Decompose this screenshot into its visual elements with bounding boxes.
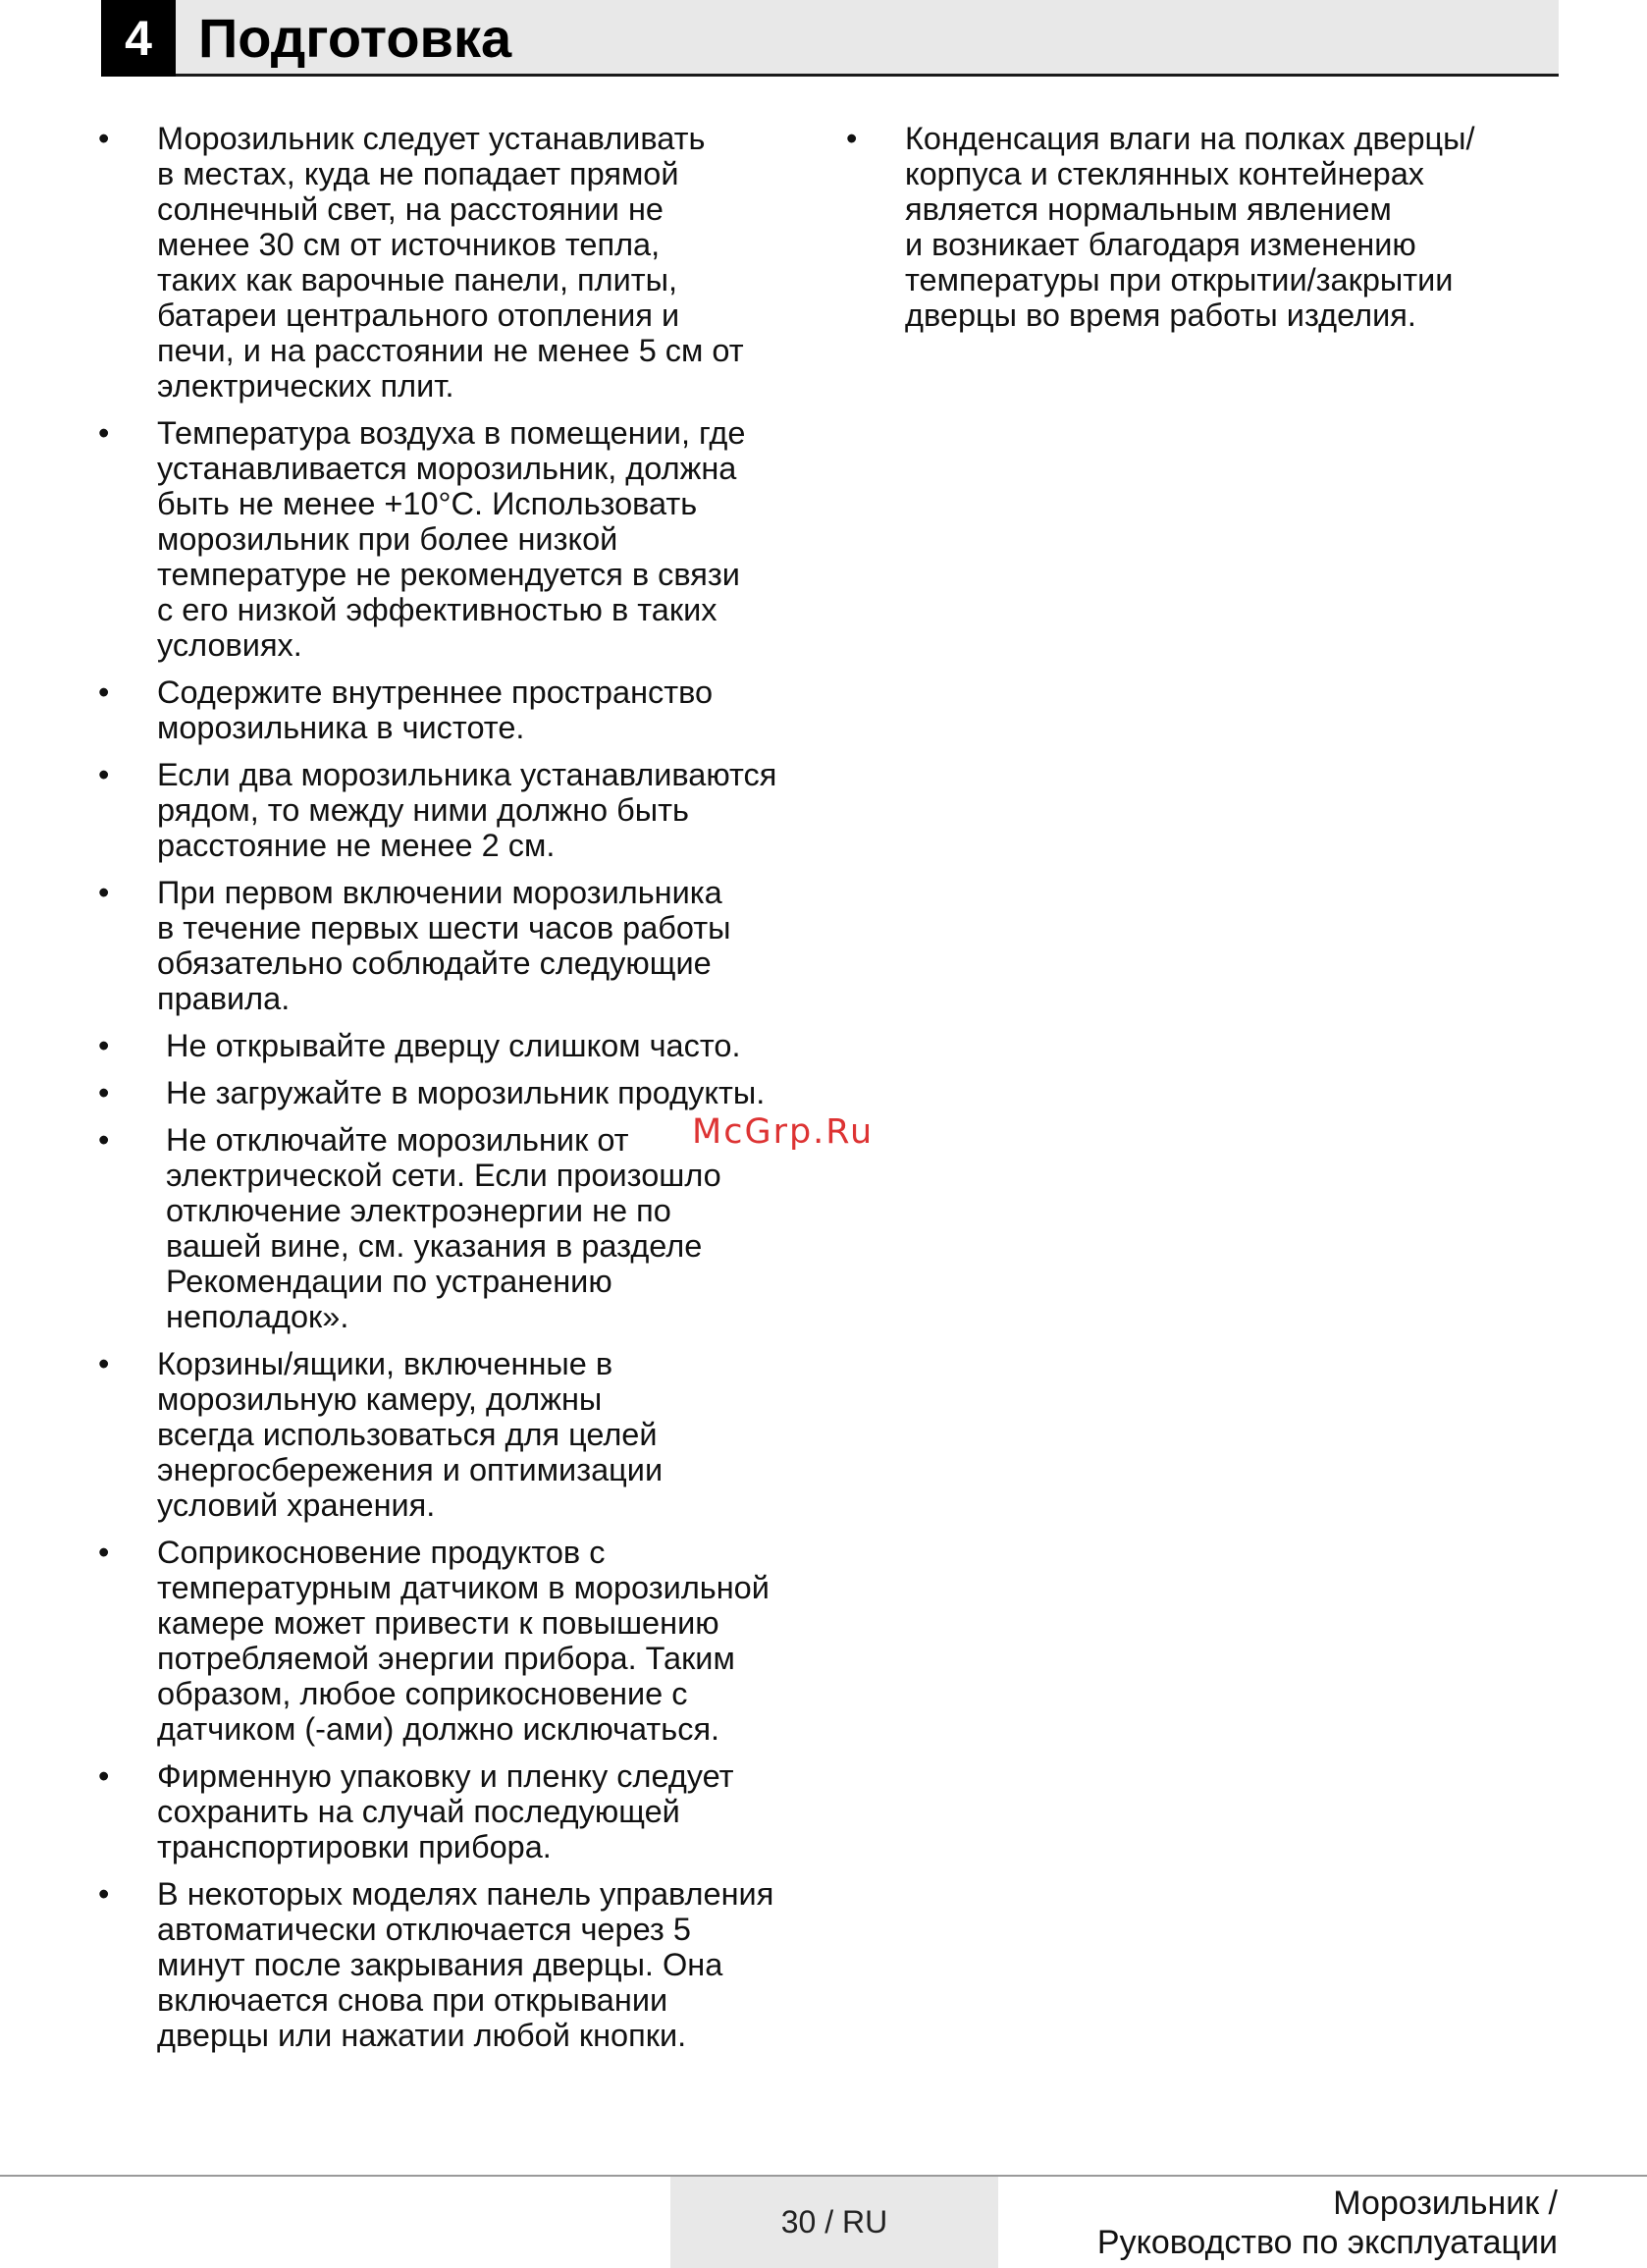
list-item-text: В некоторых моделях панель управления автоматически отключается через 5 минут после закрывания дверцы. Она включается снова при открывании дверцы или нажатии любой кнопки.: [157, 1876, 774, 2053]
chapter-header: [101, 0, 1559, 77]
list-item: [98, 415, 824, 663]
list-item: [98, 121, 824, 404]
footer-title-line: Морозильник /: [1333, 2185, 1558, 2222]
list-item: [98, 675, 824, 745]
bullet: •: [98, 121, 110, 156]
watermark: McGrp.Ru: [692, 1112, 875, 1152]
list-item: [98, 1028, 824, 1063]
list-item-text: Не отключайте морозильник от электрической сети. Если произошло отключение электроэнергии не по вашей вине, см. указания в разделе Рекомендации по устранению неполадок».: [166, 1122, 721, 1334]
list-item: [98, 757, 824, 863]
list-item-text: Не загружайте в морозильник продукты.: [166, 1075, 766, 1110]
bullet: •: [98, 1876, 110, 1912]
chapter-title: Подготовка: [198, 7, 512, 69]
list-item-text: Корзины/ящики, включенные в морозильную камеру, должны всегда использоваться для целей энергосбережения и оптимизации условий хранения.: [157, 1346, 664, 1523]
bullet: •: [98, 1346, 110, 1381]
left-column: [98, 121, 824, 2065]
bullet: •: [98, 1122, 110, 1158]
bullet: •: [98, 415, 110, 451]
bullet: •: [98, 1758, 110, 1794]
list-item-text: Соприкосновение продуктов с температурным датчиком в морозильной камере может привести к повышению потребляемой энергии прибора. Таким образом, любое соприкосновение с датчиком (-ами) должно исключаться.: [157, 1535, 770, 1747]
footer-title-line: Руководство по эксплуатации: [1096, 2224, 1558, 2261]
list-item-text: Морозильник следует устанавливать в местах, куда не попадает прямой солнечный свет, на расстоянии не менее 30 см от источников тепла, таких как варочные панели, плиты, батареи центрального отопления и печи, и на расстоянии не менее 5 см от электрических плит.: [157, 121, 744, 404]
list-item-text: Конденсация влаги на полках дверцы/ корпуса и стеклянных контейнерах является нормальным явлением и возникает благодаря изменению температуры при открытии/закрытии дверцы во время работы изделия.: [905, 121, 1475, 333]
bullet: •: [98, 675, 110, 710]
bullet: •: [98, 1075, 110, 1110]
bullet: •: [98, 1535, 110, 1570]
list-item: [846, 121, 1572, 333]
list-item: [98, 1075, 824, 1110]
list-item-text: Содержите внутреннее пространство морозильника в чистоте.: [157, 675, 714, 745]
list-item: [98, 1122, 824, 1334]
list-item-text: Температура воздуха в помещении, где устанавливается морозильник, должна быть не менее +10°С. Использовать морозильник при более низкой температуре не рекомендуется в связи с его низкой эффективностью в таких условиях.: [157, 415, 746, 663]
page-number: 30 / RU: [670, 2177, 998, 2268]
bullet: •: [98, 1028, 110, 1063]
chapter-number: 4: [101, 0, 176, 77]
list-item-text: При первом включении морозильника в течение первых шести часов работы обязательно соблюдайте следующие правила.: [157, 875, 731, 1016]
list-item: [98, 1758, 824, 1864]
list-item: [98, 875, 824, 1016]
bullet: •: [98, 757, 110, 792]
list-item: [98, 1346, 824, 1523]
footer-title: [1097, 2184, 1558, 2262]
list-item: [98, 1876, 824, 2053]
list-item: [98, 1535, 824, 1747]
right-column: [846, 121, 1572, 345]
list-item-text: Фирменную упаковку и пленку следует сохранить на случай последующей транспортировки прибора.: [157, 1758, 734, 1864]
list-item-text: Если два морозильника устанавливаются рядом, то между ними должно быть расстояние не менее 2 см.: [157, 757, 777, 863]
list-item-text: Не открывайте дверцу слишком часто.: [166, 1028, 741, 1063]
bullet: •: [846, 121, 858, 156]
bullet: •: [98, 875, 110, 910]
